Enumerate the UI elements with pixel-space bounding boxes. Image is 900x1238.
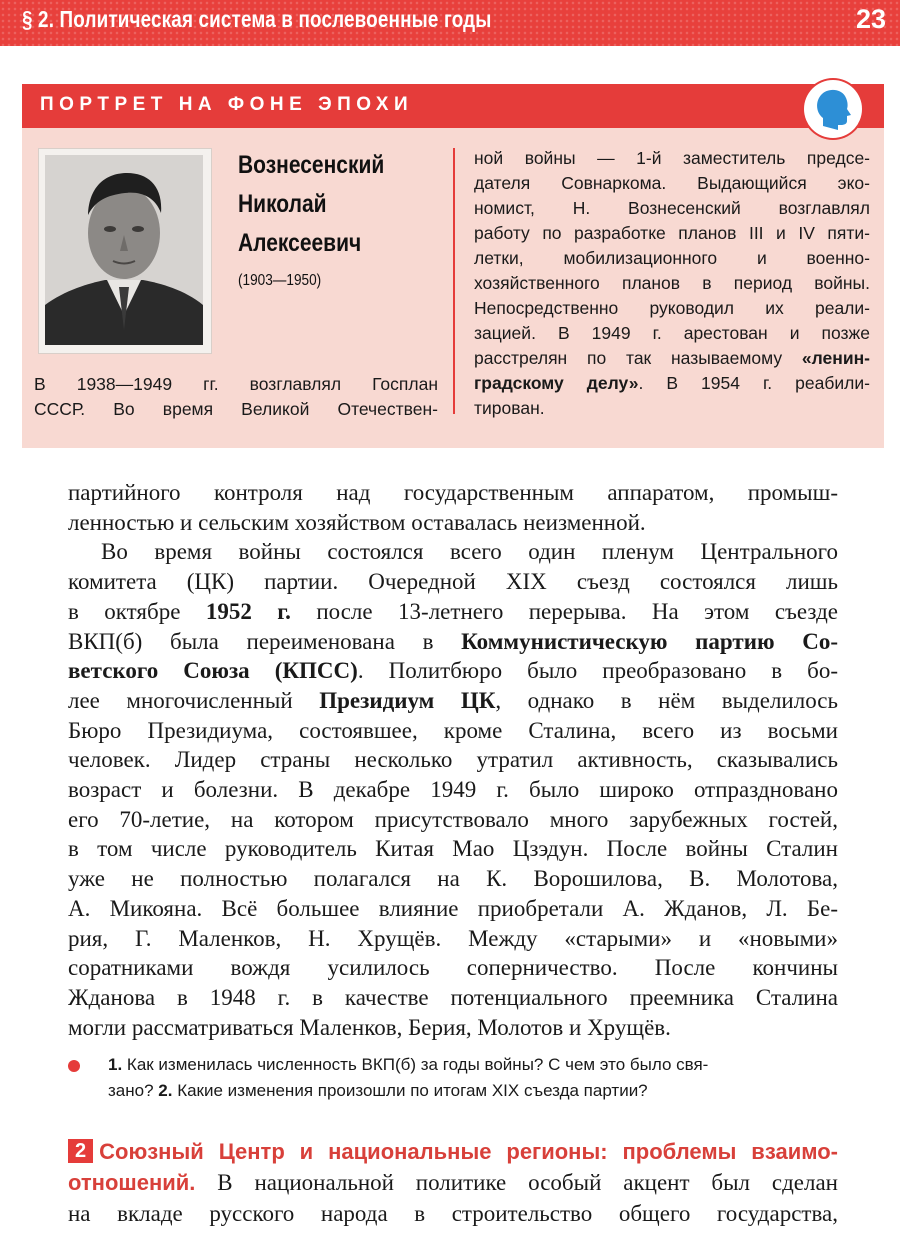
- text-line: ВКП(б) была переименована в Коммунистическую партию Со-: [68, 628, 838, 654]
- text-line: ленностью и сельским хозяйством оставалась неизменной.: [68, 509, 646, 535]
- section-2: [68, 1136, 838, 1229]
- text-line: уже не полностью полагался на К. Ворошилова, В. Молотова,: [68, 866, 838, 892]
- text-line: в октябре 1952 г. после 13-летнего перерыва. На этом съезде: [68, 598, 838, 624]
- bio-left-column: [34, 372, 438, 422]
- bio-line: Непосредственно руководил их реали-: [474, 298, 870, 318]
- bio-line: расстрелян по так называемому «ленин-: [474, 348, 870, 368]
- text-line: Бюро Президиума, состоявшее, кроме Сталина, всего из восьми: [68, 717, 838, 743]
- text-line: возраст и болезни. В декабре 1949 г. было широко отпраздновано: [68, 777, 838, 803]
- section-heading-line: [68, 1136, 838, 1167]
- text-line: А. Микояна. Всё большее влияние приобретали А. Жданов, Л. Бе-: [68, 895, 838, 921]
- text-line: человек. Лидер страны несколько утратил активность, сказывались: [68, 747, 838, 773]
- page-header: [0, 0, 900, 46]
- text-line: Во время войны состоялся всего один пленум Центрального: [101, 539, 838, 565]
- bio-right-column: [474, 146, 870, 421]
- bio-line: номист, Н. Вознесенский возглавлял: [474, 198, 870, 218]
- chapter-title: § 2. Политическая система в послевоенные годы: [22, 6, 492, 32]
- person-head-icon: [804, 80, 862, 138]
- section-title: Союзный Центр и национальные регионы: проблемы взаимо-: [99, 1139, 838, 1164]
- portrait-bar: [22, 84, 884, 128]
- question-bullet-icon: [68, 1060, 80, 1072]
- bio-line: дателя Совнаркома. Выдающийся эко-: [474, 173, 870, 193]
- bio-line: работу по разработке планов III и IV пяти-: [474, 223, 870, 243]
- bio-line: зацией. В 1949 г. арестован и позже: [474, 323, 870, 343]
- question-line: 1. Как изменилась численность ВКП(б) за годы войны? С чем это было свя-: [108, 1055, 709, 1074]
- person-first-name: Николай: [238, 190, 327, 218]
- person-patronymic: Алексеевич: [238, 229, 362, 257]
- bio-line: тирован.: [474, 398, 545, 418]
- page-number: 23: [855, 4, 886, 34]
- person-name: [238, 146, 384, 263]
- bio-line: градскому делу». В 1954 г. реабили-: [474, 373, 870, 393]
- text-line: соратниками вождя усилилось соперничество. После кончины: [68, 955, 838, 981]
- bio-line: хозяйственного планов в период войны.: [474, 273, 870, 293]
- person-surname: Вознесенский: [238, 151, 385, 179]
- text-line: могли рассматриваться Маленков, Берия, Молотов и Хрущёв.: [68, 1014, 671, 1040]
- text-line: комитета (ЦК) партии. Очередной XIX съезд состоялся лишь: [68, 569, 838, 595]
- section-number-badge: 2: [68, 1139, 93, 1163]
- review-questions: [108, 1052, 838, 1104]
- column-divider: [453, 148, 455, 414]
- portrait-box: [22, 84, 884, 448]
- text-line: ветского Союза (КПСС). Политбюро было преобразовано в бо-: [68, 658, 838, 684]
- portrait-photo: [38, 148, 212, 354]
- text-line: в том числе руководитель Китая Мао Цзэдун. После войны Сталин: [68, 836, 838, 862]
- text-line: рия, Г. Маленков, Н. Хрущёв. Между «старыми» и «новыми»: [68, 925, 838, 951]
- section-text-line: на вкладе русского народа в строительство общего государства,: [68, 1201, 838, 1226]
- text-line: его 70-летие, на котором присутствовало много зарубежных гостей,: [68, 806, 838, 832]
- bio-line: летки, мобилизационного и военно-: [474, 248, 870, 268]
- question-line: зано? 2. Какие изменения произошли по итогам XIX съезда партии?: [108, 1081, 648, 1100]
- portrait-section-label: ПОРТРЕТ НА ФОНЕ ЭПОХИ: [40, 94, 414, 115]
- text-line: лее многочисленный Президиум ЦК, однако в нём выделилось: [68, 687, 838, 713]
- main-text: [68, 478, 838, 1042]
- bio-line: ной войны — 1-й заместитель предсе-: [474, 148, 870, 168]
- bio-line: В 1938—1949 гг. возглавлял Госплан: [34, 374, 438, 394]
- bio-line: СССР. Во время Великой Отечествен-: [34, 399, 438, 419]
- section-text-line: отношений. В национальной политике особый акцент был сделан: [68, 1170, 838, 1195]
- person-years: (1903—1950): [238, 272, 322, 289]
- text-line: Жданова в 1948 г. в качестве потенциального преемника Сталина: [68, 984, 838, 1010]
- text-line: партийного контроля над государственным аппаратом, промыш-: [68, 480, 838, 505]
